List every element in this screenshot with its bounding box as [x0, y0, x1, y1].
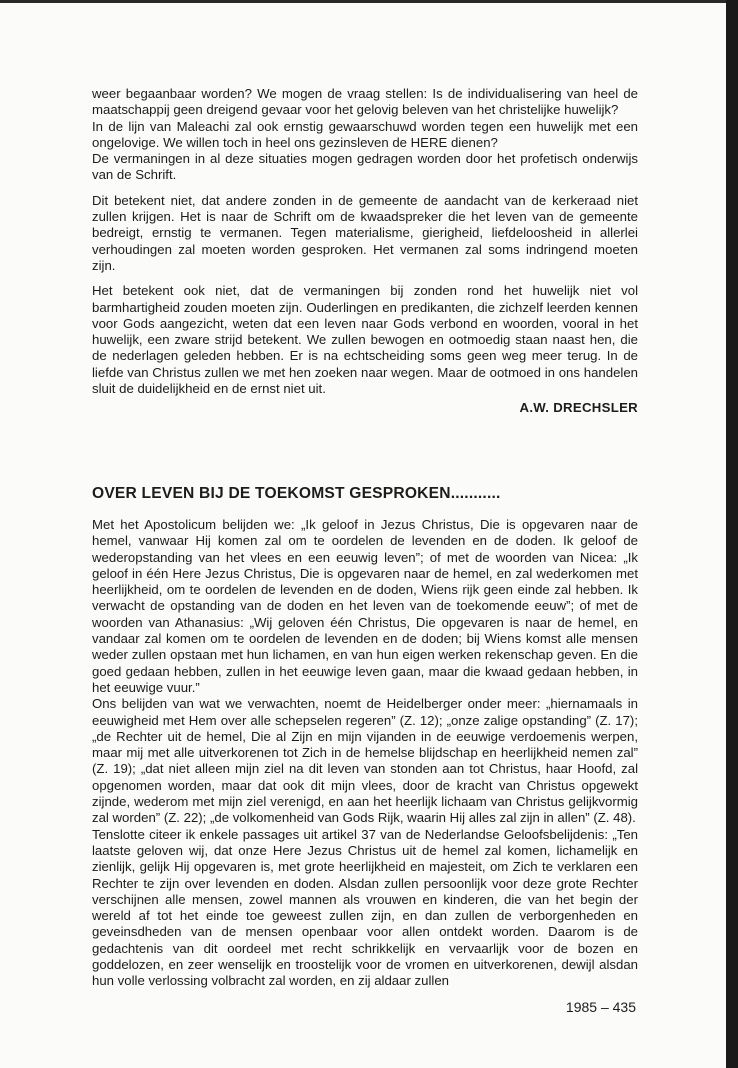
section-heading: OVER LEVEN BIJ DE TOEKOMST GESPROKEN...........	[92, 485, 501, 502]
scan-top-edge	[0, 0, 738, 3]
paragraph: Ons belijden van wat we verwachten, noemt de Heidelberger onder meer: „hiernamaals in eeuwigheid met Hem over alle schepselen regeren” (Z. 12); „onze zalige opstanding” (Z. 17); „de Rechter uit de hemel, Die al Zijn en mijn vijanden in de eeuwige verdoemenis werpen, maar mij met alle uitverkorenen tot Zich in de hemelse blijdschap en heerlijkheid nemen zal” (Z. 19); „dat niet alleen mijn ziel na dit leven van stonden aan tot Christus, haar Hoofd, zal opgenomen worden, maar dat ook dit mijn vlees, door de kracht van Christus opgewekt zijnde, wederom met mijn ziel verenigd, en aan het heerlijk lichaam van Christus gelijkvormig zal worden” (Z. 22); „de volkomenheid van Gods Rijk, waarin Hij alles zal zijn in allen” (Z. 48).	[92, 696, 638, 826]
paragraph: In de lijn van Maleachi zal ook ernstig gewaarschuwd worden tegen een huwelijk met een ongelovige. We willen toch in heel ons gezinsleven de HERE dienen?	[92, 118, 638, 150]
paragraph: De vermaningen in al deze situaties mogen gedragen worden door het profetisch onderwijs van de Schrift.	[92, 151, 638, 183]
section-two-body	[92, 517, 638, 990]
paragraph: Het betekent ook niet, dat de vermaningen bij zonden rond het huwelijk niet vol barmhartigheid zouden moeten zijn. Ouderlingen en predikanten, die zichzelf leerden kennen voor Gods aangezicht, weten dat een leven naar Gods verbond en woorden, vooral in het huwelijk, een zware strijd betekent. We zullen bewogen en ootmoedig staan naast hen, die de nederlagen geleden hebben. Er is na echtscheiding soms geen weg meer terug. In de liefde van Christus zullen we met hen zoeken naar wegen. Maar de ootmoed in ons handelen sluit de duidelijkheid en de ernst niet uit.	[92, 283, 638, 397]
scan-right-edge	[726, 0, 738, 1068]
paragraph: Tenslotte citeer ik enkele passages uit artikel 37 van de Nederlandse Geloofsbelijdenis: „Ten laatste geloven wij, dat onze Here Jezus Christus uit de hemel zal komen, lichamelijk en zienlijk, gelijk Hij opgevaren is, met grote heerlijkheid en majesteit, om Zich te verklaren een Rechter te zijn over levenden en doden. Alsdan zullen persoonlijk voor deze grote Rechter verschijnen alle mensen, zowel mannen als vrouwen en kinderen, die van het begin der wereld af tot het einde toe geweest zullen zijn, en dan zullen de verborgenheden en geveinsdheden van de mensen openbaar voor allen ontdekt worden. Daarom is de gedachtenis van dit oordeel met recht schrikkelijk en vervaarlijk voor de bozen en goddelozen, en zeer wenselijk en troostelijk voor de vromen en uitverkorenen, dewijl alsdan hun volle verlossing volbracht zal worden, en zij aldaar zullen	[92, 826, 638, 989]
author-signature: A.W. DRECHSLER	[519, 400, 638, 416]
page-number: 1985 – 435	[565, 999, 636, 1015]
section-one-body	[92, 86, 638, 417]
paragraph: Dit betekent niet, dat andere zonden in de gemeente de aandacht van de kerkeraad niet zullen krijgen. Het is naar de Schrift om de kwaadspreker die het leven van de gemeente bedreigt, ernstig te vermanen. Tegen materialisme, gierigheid, liefdeloosheid in allerlei verhoudingen zal moeten worden gesproken. Het vermanen zal soms indringend moeten zijn.	[92, 192, 638, 273]
paragraph: weer begaanbaar worden? We mogen de vraag stellen: Is de individualisering van heel de maatschappij geen dreigend gevaar voor het gelovig beleven van het christelijke huwelijk?	[92, 86, 638, 118]
paragraph: Met het Apostolicum belijden we: „Ik geloof in Jezus Christus, Die is opgevaren naar de hemel, vanwaar Hij komen zal om te oordelen de levenden en de doden. Ik geloof de wederopstanding van het vlees en een eeuwig leven”; of met de woorden van Nicea: „Ik geloof in één Here Jezus Christus, Die is opgevaren naar de hemel, en zal wederkomen met heerlijkheid, om te oordelen de levenden en de doden, Wiens rijk geen einde zal hebben. Ik verwacht de opstanding van de doden en het leven van de toekomende eeuw”; of met de woorden van Athanasius: „Wij geloven één Christus, Die opgevaren is naar de hemel, en vandaar zal komen om te oordelen de levenden en de doden; bij Wiens komst alle mensen weder zullen opstaan met hun lichamen, en van hun eigen werken rekenschap geven. En die goed gedaan hebben, zullen in het eeuwige leven gaan, maar die kwaad gedaan hebben, in het eeuwige vuur.”	[92, 517, 638, 695]
